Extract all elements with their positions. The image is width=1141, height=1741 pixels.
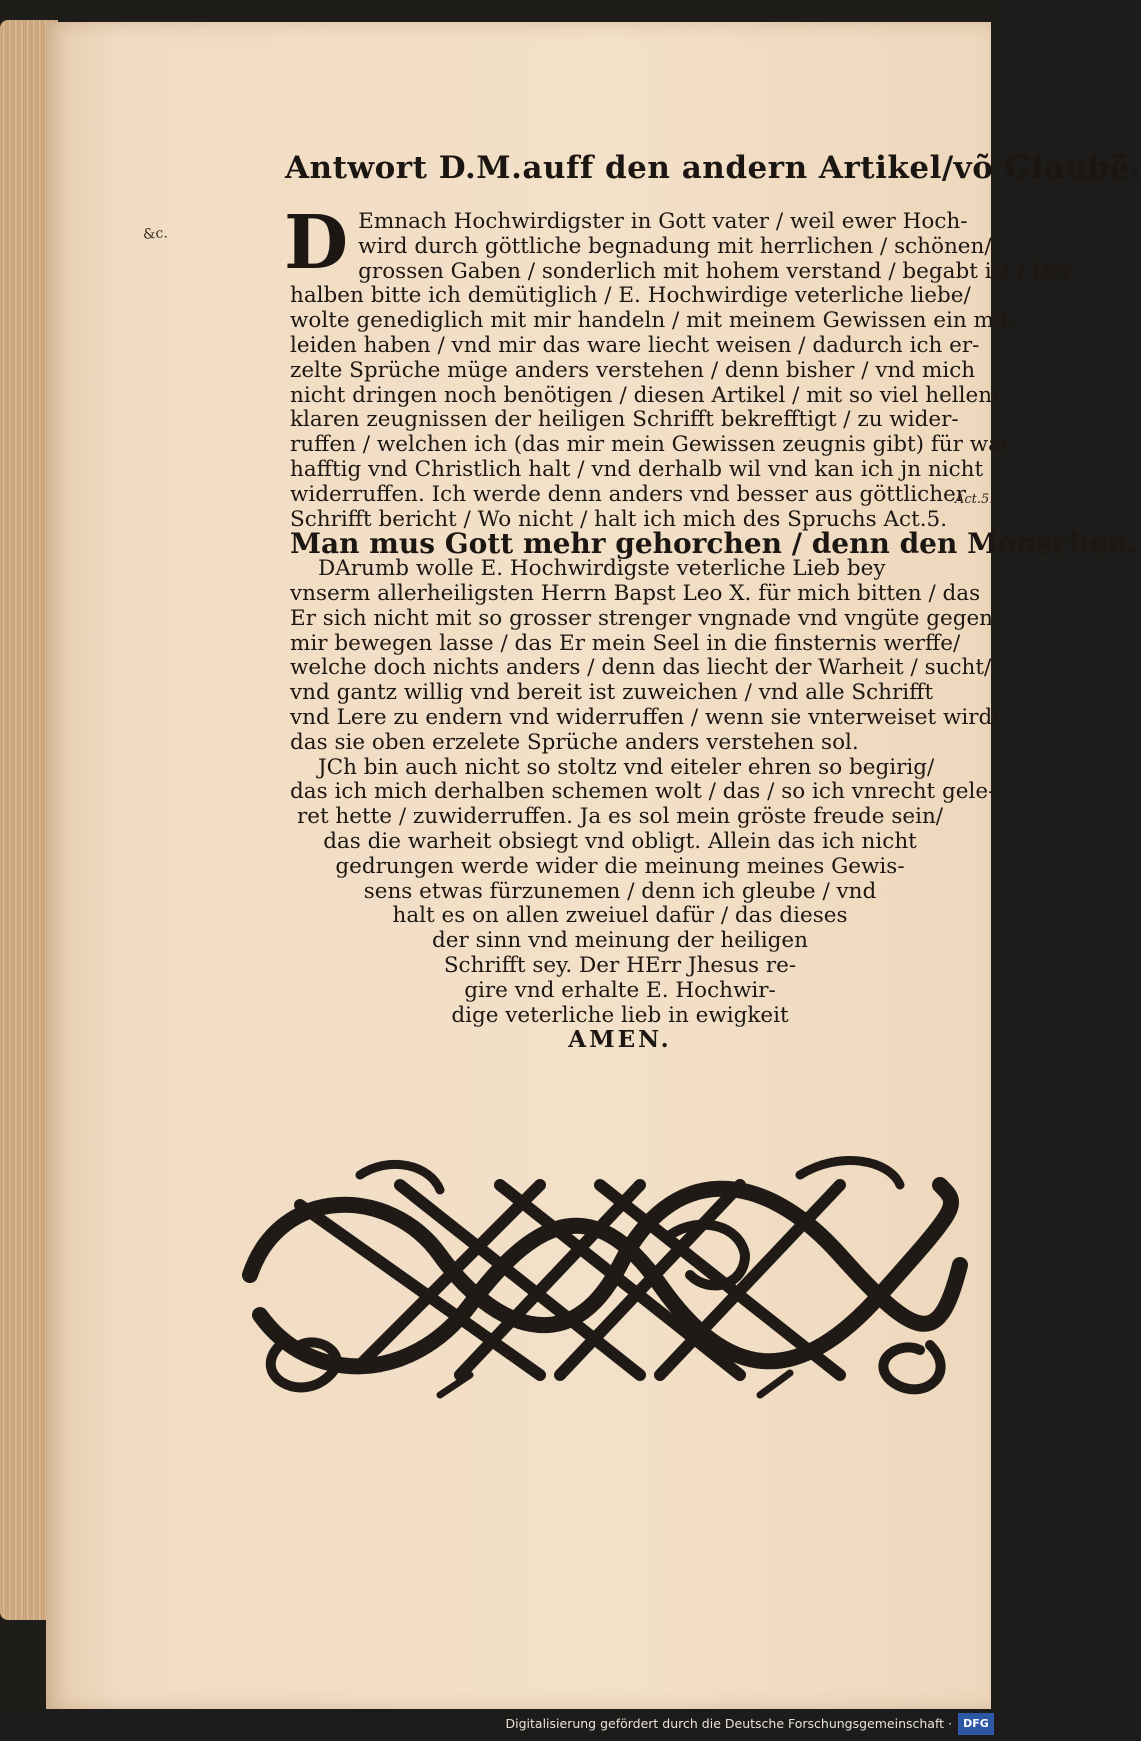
text-line: wolte genediglich mit mir handeln / mit meinem Gewissen ein mit- (290, 308, 1017, 334)
text-line: welche doch nichts anders / denn das liecht der Warheit / sucht/ (290, 655, 992, 681)
text-line: ruffen / welchen ich (das mir mein Gewissen zeugnis gibt) für war (290, 432, 1012, 458)
text-line: JCh bin auch nicht so stoltz vnd eiteler ehren so begirig/ (318, 754, 935, 780)
text-line: gedrungen werde wider die meinung meines Gewis- (335, 853, 905, 879)
text-line: gire vnd erhalte E. Hochwir- (464, 977, 776, 1003)
text-line: vnd Lere zu endern vnd widerruffen / wenn sie vnterweiset wird/ (290, 704, 1000, 730)
text-line: DArumb wolle E. Hochwirdigste veterliche Lieb bey (318, 556, 886, 582)
text-line: vnserm allerheiligsten Herrn Bapst Leo X. für mich bitten / das (290, 580, 981, 606)
text-line: das ich mich derhalben schemen wolt / das / so ich vnrecht gele- (290, 779, 996, 805)
text-line: Emnach Hochwirdigster in Gott vater / weil ewer Hoch- (358, 209, 968, 234)
drop-cap: D (284, 200, 349, 286)
margin-note-right: Act.5. (955, 492, 994, 507)
text-line: dige veterliche lieb in ewigkeit (451, 1002, 789, 1028)
paragraph-1 (284, 200, 1138, 561)
text-line: das sie oben erzelete Sprüche anders verstehen sol. (290, 729, 859, 755)
amen-line: AMEN. (568, 1026, 672, 1054)
text-line: wird durch göttliche begnadung mit herrlichen / schönen/ (358, 233, 992, 259)
text-line: halt es on allen zweiuel dafür / das dieses (392, 903, 848, 929)
text-line: mir bewegen lasse / das Er mein Seel in die finsternis werffe/ (290, 630, 961, 656)
paragraph-3 (290, 754, 996, 1054)
footer-credit: Digitalisierung gefördert durch die Deutsche Forschungsgemeinschaft · (505, 1716, 952, 1731)
text-line: nicht dringen noch benötigen / diesen Artikel / mit so viel hellen/ (290, 382, 1000, 408)
text-line: vnd gantz willig vnd bereit ist zuweichen / vnd alle Schrifft (290, 680, 934, 706)
text-line: ret hette / zuwiderruffen. Ja es sol mein gröste freude sein/ (296, 804, 944, 830)
text-line: halben bitte ich demütiglich / E. Hochwirdige veterliche liebe/ (290, 283, 971, 309)
dfg-logo: DFG (958, 1713, 994, 1735)
text-line: zelte Sprüche müge anders verstehen / denn bisher / vnd mich (290, 357, 976, 383)
text-line: Schrifft bericht / Wo nicht / halt ich mich des Spruchs Act.5. (290, 506, 948, 532)
paragraph-2 (290, 556, 1000, 755)
text-line: der sinn vnd meinung der heiligen (432, 928, 808, 954)
text-line: Man mus Gott mehr gehorchen / denn den Menschen. (290, 527, 1138, 561)
text-line: widerruffen. Ich werde denn anders vnd besser aus göttlicher (290, 481, 967, 507)
text-line: Schrifft sey. Der HErr Jhesus re- (443, 952, 797, 978)
text-line: grossen Gaben / sonderlich mit hohem verstand / begabt ist / Der- (358, 258, 1080, 284)
page-heading: Antwort D.M.auff den andern Artikel/võ Glaubẽ. (285, 150, 1141, 186)
margin-note-left: &c. (142, 225, 169, 243)
text-line: hafftig vnd Christlich halt / vnd derhalb wil vnd kan ich jn nicht (290, 456, 984, 482)
footer-bar (0, 1709, 1000, 1741)
knotwork-ornament (240, 1145, 980, 1415)
body-text (284, 200, 1138, 1054)
text-line: Er sich nicht mit so grosser strenger vngnade vnd vngüte gegen (290, 605, 994, 631)
text-line: sens etwas fürzunemen / denn ich gleube / vnd (363, 878, 877, 904)
text-line: klaren zeugnissen der heiligen Schrifft bekrefftigt / zu wider- (290, 407, 959, 433)
text-line: leiden haben / vnd mir das ware liecht weisen / dadurch ich er- (290, 332, 980, 358)
text-line: das die warheit obsiegt vnd obligt. Allein das ich nicht (323, 828, 917, 854)
